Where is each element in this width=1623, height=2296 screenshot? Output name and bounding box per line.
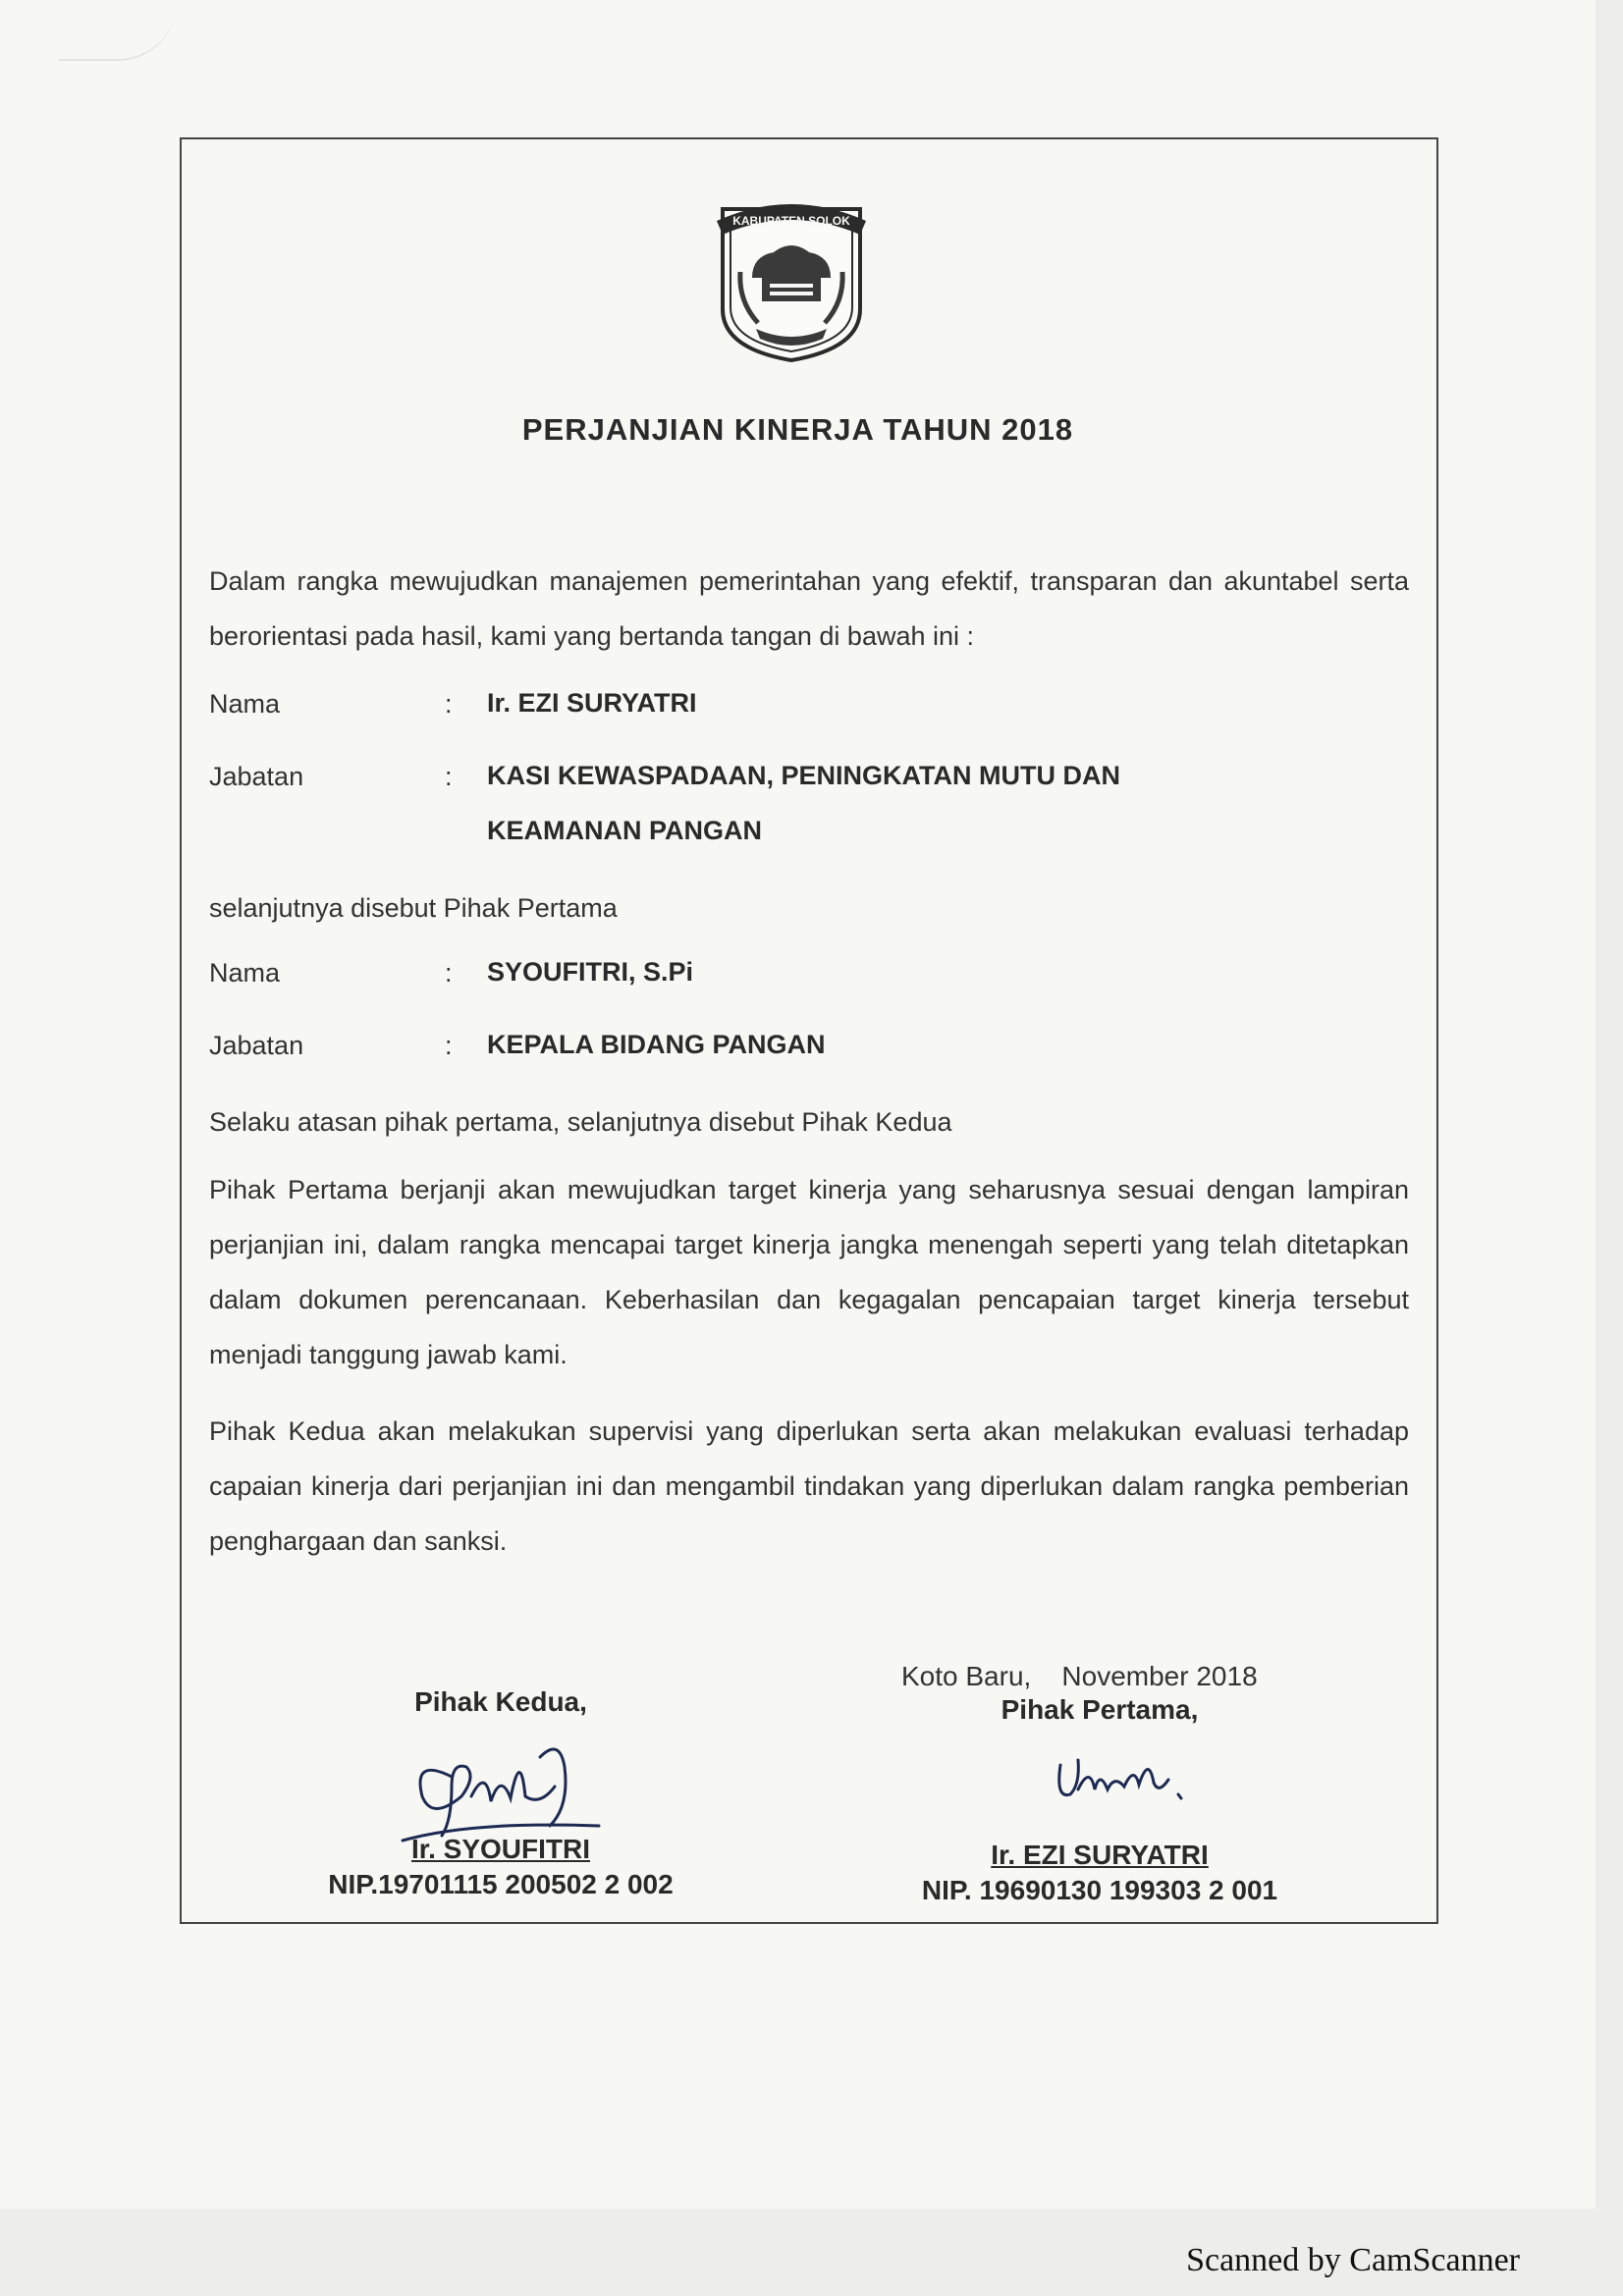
right-signature-block bbox=[903, 1694, 1296, 1726]
pihak2-nama-value: SYOUFITRI, S.Pi bbox=[487, 957, 694, 987]
left-sig-nip: NIP.19701115 200502 2 002 bbox=[328, 1869, 674, 1899]
left-signature-name-block bbox=[295, 1834, 707, 1900]
pihak1-nama-label: Nama bbox=[209, 689, 281, 719]
left-signature-block bbox=[295, 1686, 707, 1718]
left-handwritten-signature bbox=[393, 1728, 628, 1845]
commitment-paragraph: Pihak Pertama berjanji akan mewujudkan target kinerja yang seharusnya sesuai dengan lampiran perjanjian ini, dalam rangka mencapai target kinerja jangka menengah seperti yang telah ditetapkan dalam dokumen perencanaan. Keberhasilan dan kegagalan pencapaian target kinerja tersebut menjadi tanggung jawab kami. bbox=[209, 1175, 1409, 1369]
supervision-paragraph: Pihak Kedua akan melakukan supervisi yang diperlukan serta akan melakukan evaluasi terhadap capaian kinerja dari perjanjian ini dan mengambil tindakan yang diperlukan dalam rangka pemberian penghargaan dan sanksi. bbox=[209, 1416, 1409, 1556]
pihak2-note: Selaku atasan pihak pertama, selanjutnya disebut Pihak Kedua bbox=[209, 1107, 952, 1137]
pihak1-jabatan-value: KASI KEWASPADAAN, PENINGKATAN MUTU DAN KEAMANAN PANGAN bbox=[487, 761, 1120, 845]
intro-paragraph: Dalam rangka mewujudkan manajemen pemerintahan yang efektif, transparan dan akuntabel serta berorientasi pada hasil, kami yang bertanda tangan di bawah ini : bbox=[209, 566, 1409, 651]
scanner-watermark: Scanned by CamScanner bbox=[1186, 2242, 1520, 2278]
place-date: Koto Baru, November 2018 bbox=[901, 1661, 1258, 1691]
pihak2-nama-label: Nama bbox=[209, 958, 281, 988]
logo-text: KABUPATEN SOLOK bbox=[732, 214, 850, 228]
pihak1-jabatan-label: Jabatan bbox=[209, 762, 304, 791]
colon: : bbox=[445, 1031, 453, 1060]
right-handwritten-signature bbox=[1041, 1735, 1217, 1824]
colon: : bbox=[445, 958, 453, 988]
right-sig-role: Pihak Pertama, bbox=[1001, 1694, 1199, 1725]
colon: : bbox=[445, 762, 453, 791]
pihak1-note: selanjutnya disebut Pihak Pertama bbox=[209, 893, 618, 923]
pihak2-jabatan-label: Jabatan bbox=[209, 1031, 304, 1060]
colon: : bbox=[445, 689, 453, 719]
right-sig-name: Ir. EZI SURYATRI bbox=[991, 1840, 1209, 1870]
left-sig-name: Ir. SYOUFITRI bbox=[410, 1834, 591, 1864]
document-title: PERJANJIAN KINERJA TAHUN 2018 bbox=[521, 412, 1074, 447]
right-sig-nip: NIP. 19690130 199303 2 001 bbox=[921, 1875, 1278, 1905]
left-sig-role: Pihak Kedua, bbox=[414, 1686, 587, 1717]
regency-emblem-logo bbox=[713, 191, 870, 363]
pihak1-nama-value: Ir. EZI SURYATRI bbox=[487, 688, 697, 718]
pihak2-jabatan-value: KEPALA BIDANG PANGAN bbox=[487, 1030, 826, 1059]
right-signature-name-block bbox=[903, 1840, 1296, 1906]
